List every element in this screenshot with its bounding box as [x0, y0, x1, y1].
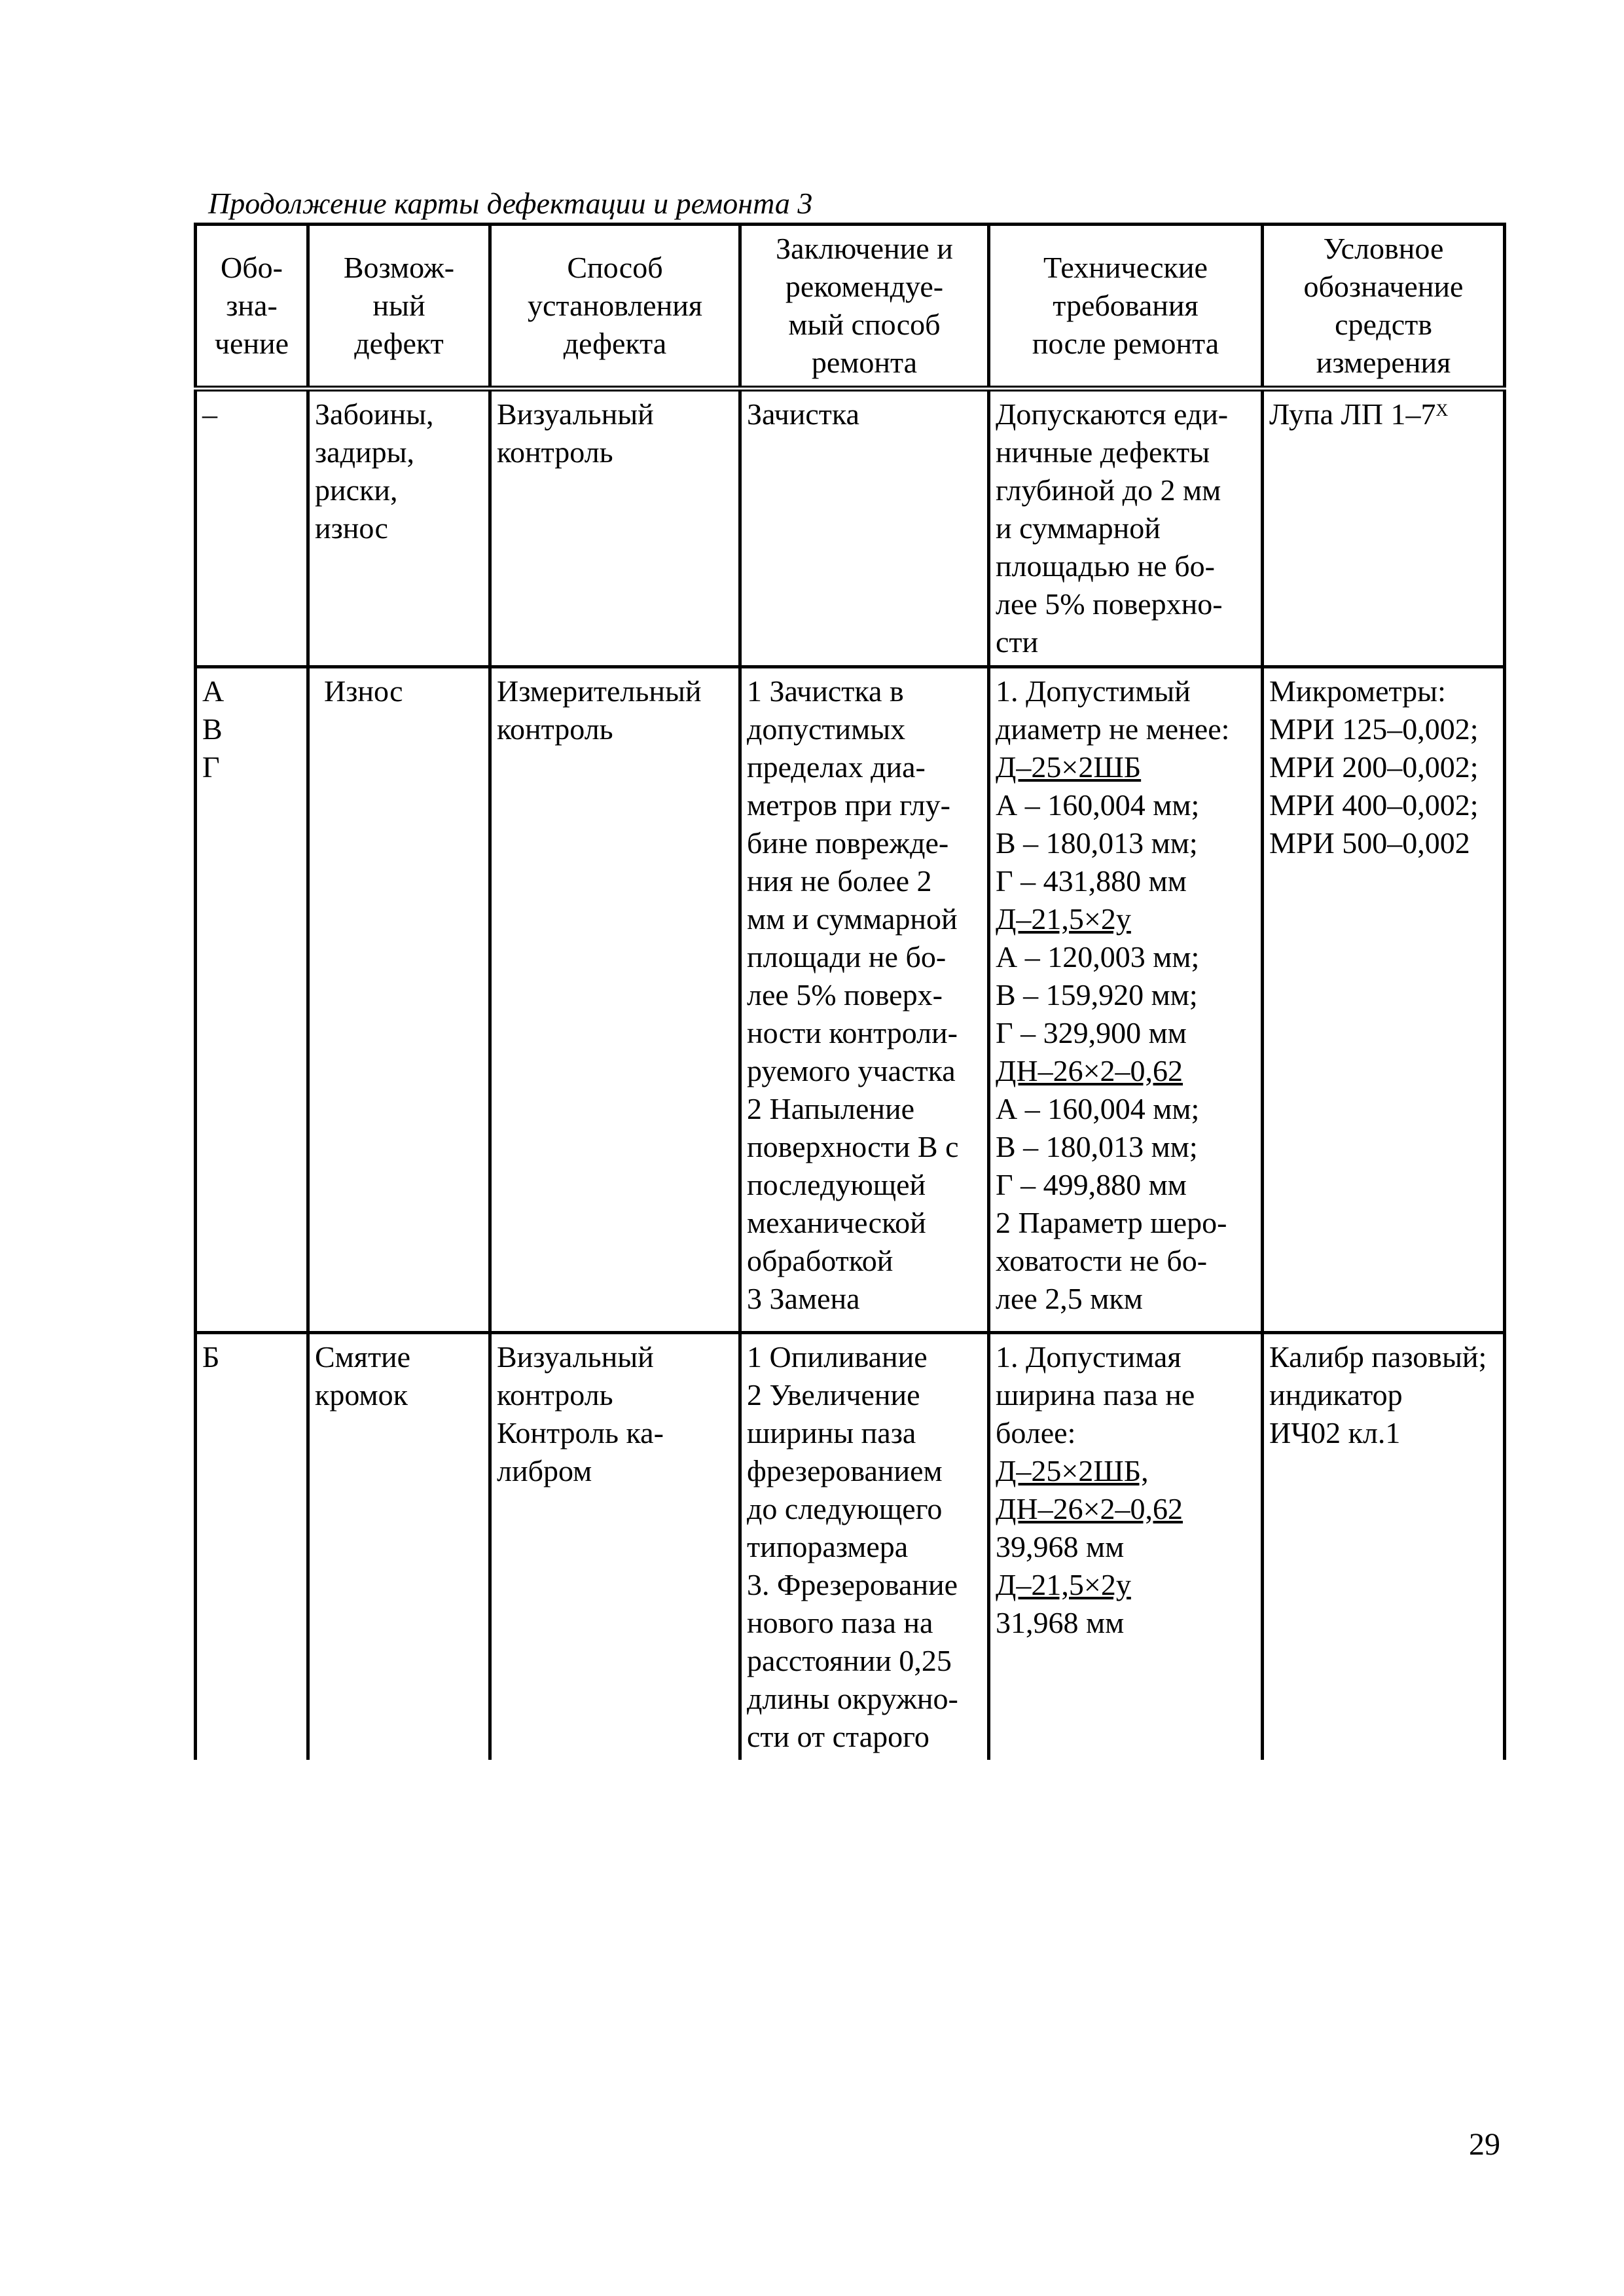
table-row [196, 389, 1505, 667]
table-caption: Продолжение карты дефектации и ремонта 3 [208, 187, 813, 220]
cell-defect: Износ [308, 667, 490, 1333]
cell-repair: 1 Зачистка в допустимых пределах диа- метров при глу- бине поврежде- ния не более 2 мм и суммарной площади не бо- лее 5% поверх- ности контроли- руемого участка 2 Напыление поверхности В с последующей механической обработкой 3 Замена [740, 667, 989, 1333]
cell-instruments: Микрометры: МРИ 125–0,002; МРИ 200–0,002; МРИ 400–0,002; МРИ 500–0,002 [1263, 667, 1505, 1333]
defect-repair-table [194, 223, 1506, 1760]
header-requirements: Технические требования после ремонта [989, 225, 1263, 389]
header-designation: Обо- зна- чение [196, 225, 308, 389]
cell-requirements: Допускаются еди- ничные дефекты глубиной до 2 мм и суммарной площадью не бо- лее 5% поверхно- сти [989, 389, 1263, 667]
cell-repair: Зачистка [740, 389, 989, 667]
cell-designation: Б [196, 1333, 308, 1760]
header-method: Способ установления дефекта [490, 225, 740, 389]
header-instruments: Условное обозначение средств измерения [1263, 225, 1505, 389]
cell-instruments: Калибр пазовый; индикатор ИЧ02 кл.1 [1263, 1333, 1505, 1760]
cell-method: Визуальный контроль [490, 389, 740, 667]
cell-defect: Забоины, задиры, риски, износ [308, 389, 490, 667]
cell-method: Измерительный контроль [490, 667, 740, 1333]
header-defect: Возмож- ный дефект [308, 225, 490, 389]
cell-designation: – [196, 389, 308, 667]
cell-requirements: 1. Допустимая ширина паза не более: Д–25×2ШБ, ДН–26×2–0,62 39,968 мм Д–21,5×2у 31,968 мм [989, 1333, 1263, 1760]
table-row [196, 1333, 1505, 1760]
cell-defect: Смятие кромок [308, 1333, 490, 1760]
cell-method: Визуальный контроль Контроль ка- либром [490, 1333, 740, 1760]
header-row [196, 225, 1505, 389]
page-number: 29 [1469, 2127, 1500, 2162]
cell-instruments: Лупа ЛП $1-7^Х$ [1263, 389, 1505, 667]
table-row [196, 667, 1505, 1333]
cell-repair: 1 Опиливание 2 Увеличение ширины паза фрезерованием до следующего типоразмера 3. Фрезерование нового паза на расстоянии 0,25 длины окружно- сти от старого [740, 1333, 989, 1760]
cell-requirements: 1. Допустимый диаметр не менее: Д–25×2ШБ А – 160,004 мм; В – 180,013 мм; Г – 431,880 мм Д–21,5×2у А – 120,003 мм; В – 159,920 мм; Г – 329,900 мм ДН–26×2–0,62 А – 160,004 мм; В – 180,013 мм; Г – 499,880 мм 2 Параметр шеро- ховатости не бо- лее 2,5 мкм [989, 667, 1263, 1333]
header-repair: Заключение и рекомендуе- мый способ ремонта [740, 225, 989, 389]
cell-designation: А В Г [196, 667, 308, 1333]
